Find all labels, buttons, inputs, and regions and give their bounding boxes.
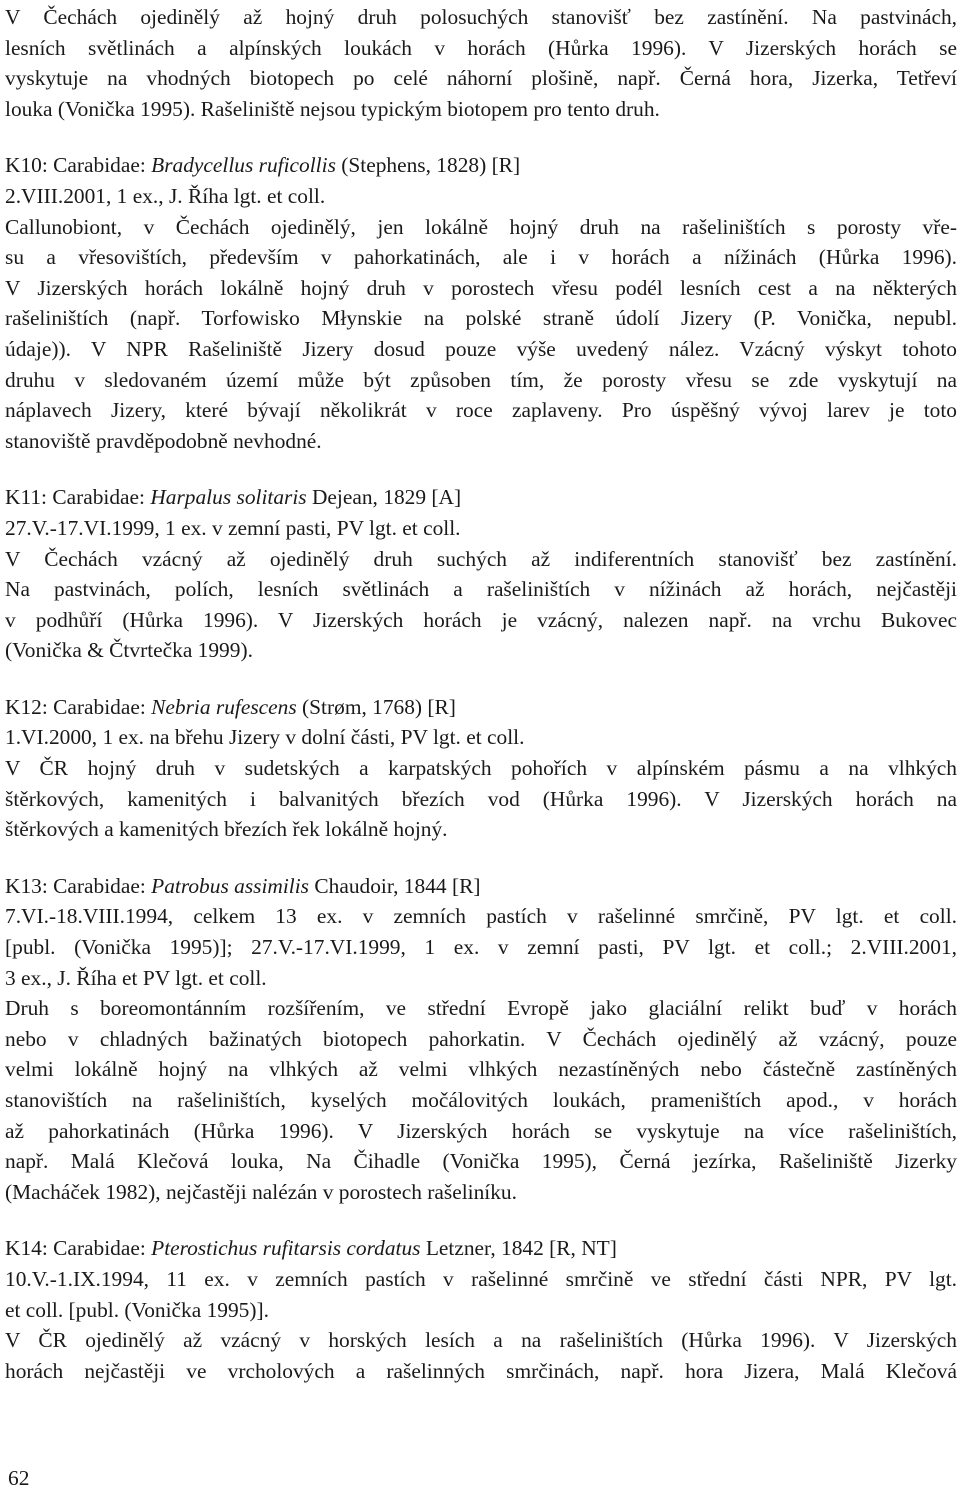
species-author: (Stephens, 1828) [R]	[335, 153, 521, 178]
text-line: V ČR hojný druh v sudetských a karpatských pohořích v alpínském pásmu a na vlhkých	[5, 756, 957, 781]
species-heading	[5, 871, 957, 902]
species-name: Bradycellus ruficollis	[151, 153, 336, 178]
text-line: až pahorkatinách (Hůrka 1996). V Jizerských horách se vyskytuje na více rašeliništích,	[5, 1118, 957, 1143]
text-line: louka (Vonička 1995). Rašeliniště nejsou typickým biotopem pro tento druh.	[5, 96, 660, 121]
species-author: Chaudoir, 1844 [R]	[309, 873, 481, 898]
text-line: V Jizerských horách lokálně hojný druh v porostech vřesu podél lesních cest a na některých	[5, 275, 957, 300]
text-line: horách nejčastěji ve vrcholových a rašelinných smrčinách, např. hora Jizera, Malá Klečová	[5, 1358, 957, 1383]
text-line: Na pastvinách, polích, lesních světlinách a rašeliništích v nížinách až horách, nejčastěji	[5, 577, 957, 602]
text-line: např. Malá Klečová louka, Na Čihadle (Vonička 1995), Černá jezírka, Rašeliniště Jizerky	[5, 1149, 957, 1174]
text-line: Callunobiont, v Čechách ojedinělý, jen lokálně hojný druh na rašeliništích s porosty vře-	[5, 214, 957, 239]
text-line: 2.VIII.2001, 1 ex., J. Říha lgt. et coll.	[5, 183, 326, 208]
species-name: Pterostichus rufitarsis cordatus	[151, 1236, 421, 1261]
text-line: stanovištích na rašeliništích, kyselých močálovitých loukách, prameništích apod., v horách	[5, 1088, 957, 1112]
text-line: náplavech Jizery, které bývají několikrát v roce zaplaveny. Pro úspěšný vývoj larev je toto	[5, 398, 957, 423]
text-line: lesních světlinách a alpínských loukách v horách (Hůrka 1996). V Jizerských horách se	[5, 35, 957, 60]
text-line: údaje)). V NPR Rašeliniště Jizery dosud pouze výše uvedený nález. Vzácný výskyt tohoto	[5, 336, 957, 361]
species-name: Patrobus assimilis	[151, 873, 310, 898]
entry-code: K12: Carabidae:	[5, 694, 152, 719]
text-line: velmi lokálně hojný na vlhkých až velmi vlhkých nezastíněných nebo částečně zastíněných	[5, 1057, 957, 1082]
species-author: Dejean, 1829 [A]	[306, 485, 462, 510]
text-line: rašeliništích (např. Torfowisko Młynskie na polské straně údolí Jizery (P. Vonička, nepubl.	[5, 306, 957, 331]
species-heading	[5, 1233, 957, 1264]
text-line: (Macháček 1982), nejčastěji nalézán v porostech rašeliníku.	[5, 1179, 517, 1204]
species-heading	[5, 150, 957, 181]
text-line: V ČR ojedinělý až vzácný v horských lesích a na rašeliništích (Hůrka 1996). V Jizerských	[5, 1328, 957, 1353]
species-entry-k11	[5, 482, 957, 666]
text-line: Druh s boreomontánním rozšířením, ve střední Evropě jako glaciální relikt buď v horách	[5, 996, 957, 1021]
page-number: 62	[8, 1466, 30, 1490]
text-line: štěrkových, kamenitých i balvanitých březích vod (Hůrka 1996). V Jizerských horách na	[5, 786, 957, 811]
text-line: nebo v chladných bažinatých biotopech pahorkatin. V Čechách ojedinělý až vzácný, pouze	[5, 1026, 957, 1051]
species-entry-k14	[5, 1233, 957, 1386]
text-line: 1.VI.2000, 1 ex. na břehu Jizery v dolní části, PV lgt. et coll.	[5, 725, 525, 750]
text-line: v podhůří (Hůrka 1996). V Jizerských horách je vzácný, nalezen např. na vrchu Bukovec	[5, 607, 957, 632]
text-line: 10.V.-1.IX.1994, 11 ex. v zemních pastích v rašelinné smrčině ve střední části NPR, PV lgt.	[5, 1266, 957, 1291]
text-line: druhu v sledovaném území může být způsoben tím, že porosty vřesu se zde vyskytují na	[5, 367, 957, 392]
species-entry-k13	[5, 871, 957, 1208]
species-author: Letzner, 1842 [R, NT]	[420, 1236, 617, 1261]
species-author: (Strøm, 1768) [R]	[296, 694, 456, 719]
text-line: vyskytuje na vhodných biotopech po celé náhorní plošině, např. Černá hora, Jizerka, Tetřeví	[5, 66, 957, 91]
species-name: Nebria rufescens	[151, 694, 297, 719]
entry-code: K14: Carabidae:	[5, 1236, 152, 1261]
entry-code: K13: Carabidae:	[5, 873, 152, 898]
intro-paragraph	[5, 2, 957, 124]
species-heading	[5, 482, 957, 513]
text-line: su a vřesovištích, především v pahorkatinách, ale i v horách a nížinách (Hůrka 1996).	[5, 245, 957, 270]
text-line: V Čechách ojedinělý až hojný druh polosuchých stanovišť bez zastínění. Na pastvinách,	[5, 5, 957, 29]
text-line: stanoviště pravděpodobně nevhodné.	[5, 428, 322, 453]
species-entry-k12	[5, 692, 957, 845]
species-heading	[5, 692, 957, 723]
species-name: Harpalus solitaris	[150, 485, 307, 510]
text-line: 3 ex., J. Říha et PV lgt. et coll.	[5, 965, 267, 990]
text-line: 7.VI.-18.VIII.1994, celkem 13 ex. v zemních pastích v rašelinné smrčině, PV lgt. et coll.	[5, 904, 957, 929]
text-line: [publ. (Vonička 1995)]; 27.V.-17.VI.1999, 1 ex. v zemní pasti, PV lgt. et coll.; 2.VIII.2001,	[5, 935, 957, 960]
text-line: et coll. [publ. (Vonička 1995)].	[5, 1297, 269, 1322]
text-line: (Vonička & Čtvrtečka 1999).	[5, 638, 253, 663]
text-line: V Čechách vzácný až ojedinělý druh suchých až indiferentních stanovišť bez zastínění.	[5, 546, 957, 571]
text-line: 27.V.-17.VI.1999, 1 ex. v zemní pasti, PV lgt. et coll.	[5, 515, 461, 540]
species-entry-k10	[5, 150, 957, 456]
entry-code: K10: Carabidae:	[5, 153, 152, 178]
entry-code: K11: Carabidae:	[5, 485, 151, 510]
document-page	[5, 2, 957, 1386]
text-line: štěrkových a kamenitých březích řek lokálně hojný.	[5, 817, 448, 842]
